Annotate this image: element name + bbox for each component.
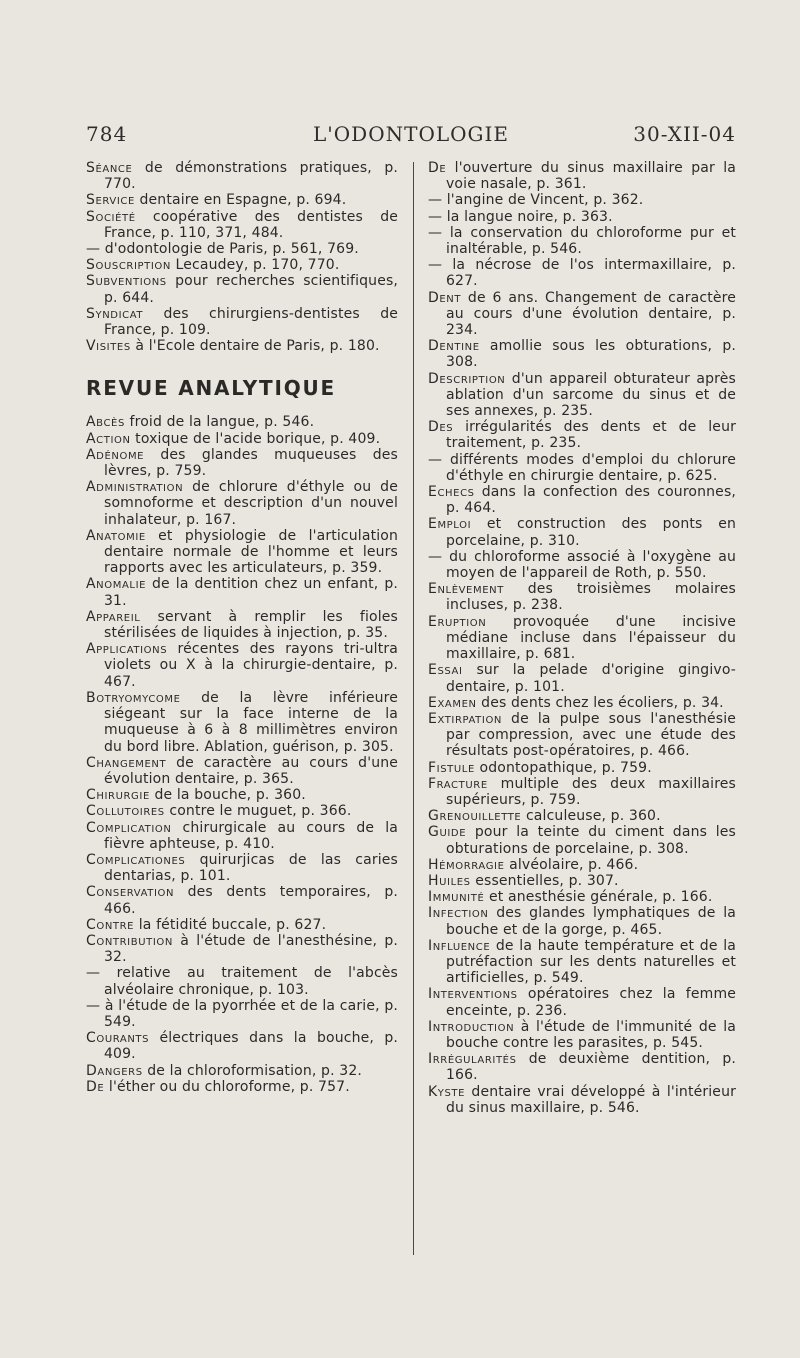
index-entry: [428, 1019, 736, 1051]
index-entry: [428, 889, 736, 905]
entry-text: l'ouverture du sinus maxillaire par la voie nasale, p. 361.: [446, 160, 736, 193]
entry-keyword: Visites: [86, 338, 131, 355]
entry-text: la fétidité buccale, p. 627.: [134, 916, 327, 933]
entry-keyword: Adénome: [86, 446, 145, 463]
entry-keyword: Action: [86, 430, 131, 447]
index-entry: [428, 662, 736, 694]
index-entry: [428, 857, 736, 873]
entry-keyword: De: [428, 160, 447, 176]
index-entry: [86, 609, 398, 641]
entry-text: dans la confection des couronnes, p. 464.: [446, 484, 736, 517]
entry-text: dentaire en Espagne, p. 694.: [134, 192, 347, 209]
entry-text: d'un appareil obturateur après ablation d'un sarcome du sinus et de ses annexes, p. 235.: [446, 370, 736, 420]
index-entry: [86, 803, 398, 819]
entry-keyword: Dentine: [428, 338, 480, 355]
entry-text: opératoires chez la femme enceinte, p. 236.: [446, 986, 736, 1019]
index-entry: [428, 192, 736, 208]
entry-text: amollie sous les obturations, p. 308.: [446, 338, 736, 371]
page-number: 784: [86, 122, 128, 146]
entry-keyword: Botryomycome: [86, 689, 181, 706]
index-entry: [86, 755, 398, 787]
index-entry: [86, 479, 398, 528]
entry-text: froid de la langue, p. 546.: [124, 414, 315, 431]
entry-keyword: Chirurgie: [86, 787, 150, 804]
entry-keyword: Contribution: [86, 932, 173, 949]
entry-text: — du chloroforme associé à l'oxygène au moyen de l'appareil de Roth, p. 550.: [428, 548, 736, 582]
entry-keyword: Des: [428, 419, 454, 436]
entry-text: des glandes muqueuses des lèvres, p. 759.: [104, 446, 398, 480]
entry-text: coopérative des dentistes de France, p. 110, 371, 484.: [104, 208, 398, 241]
entry-keyword: Eruption: [428, 613, 487, 630]
index-entry: [86, 257, 398, 273]
index-entry: [428, 695, 736, 711]
index-entry: [86, 820, 398, 852]
index-entry: [428, 808, 736, 824]
entry-keyword: Grenouillette: [428, 808, 522, 825]
index-entry: [86, 431, 398, 447]
entry-keyword: Société: [86, 208, 136, 225]
issue-date: 30-XII-04: [633, 122, 736, 146]
entry-keyword: Irrégularités: [428, 1051, 517, 1068]
index-entry: [86, 884, 398, 916]
entry-text: pour recherches scientifiques, p. 644.: [104, 273, 398, 306]
index-entry: [86, 787, 398, 803]
running-header: [86, 122, 736, 152]
entry-keyword: Contre: [86, 916, 135, 933]
entry-text: récentes des rayons tri-ultra violets ou X à la chirurgie-dentaire, p. 467.: [104, 641, 398, 690]
entry-keyword: Dent: [428, 289, 462, 306]
right-column: [428, 160, 736, 1116]
entry-text: de la lèvre inférieure siégeant sur la face interne de la muqueuse à 6 à 8 millimètres environ du bord libre. Ablation, guérison, p. 305.: [104, 689, 398, 755]
index-entry: [86, 528, 398, 577]
entry-keyword: Applications: [86, 641, 168, 658]
index-entry: [86, 306, 398, 338]
index-entry: [428, 371, 736, 420]
column-divider: [413, 162, 414, 1255]
entry-keyword: Complication: [86, 819, 172, 836]
entry-text: à l'étude de l'anesthésine, p. 32.: [104, 932, 398, 966]
entry-keyword: Fracture: [428, 775, 488, 792]
entry-text: de la haute température et de la putréfaction sur les dents naturelles et artificielles, p. 549.: [446, 937, 736, 987]
entry-keyword: Extirpation: [428, 710, 502, 727]
index-entry: [428, 711, 736, 760]
entry-text: à l'Ecole dentaire de Paris, p. 180.: [130, 338, 380, 355]
entry-keyword: Essai: [428, 662, 463, 679]
entry-keyword: Souscription: [86, 257, 171, 274]
index-list-analytique: [86, 414, 398, 1095]
entry-text: dentaire vrai développé à l'intérieur du sinus maxillaire, p. 546.: [446, 1083, 736, 1116]
entry-text: — l'angine de Vincent, p. 362.: [428, 192, 644, 209]
index-entry: [428, 824, 736, 856]
index-entry: [428, 209, 736, 225]
entry-text: Lecaudey, p. 170, 770.: [170, 257, 340, 274]
index-entry: [86, 576, 398, 608]
entry-text: quirurjicas de las caries dentarias, p. 101.: [104, 851, 398, 885]
index-list-top: [86, 160, 398, 354]
entry-keyword: Conservation: [86, 884, 175, 901]
entry-text: sur la pelade d'origine gingivo-dentaire, p. 101.: [446, 662, 736, 695]
entry-keyword: Guide: [428, 824, 467, 841]
entry-text: chirurgicale au cours de la fièvre aphteuse, p. 410.: [104, 819, 398, 852]
index-entry: [86, 998, 398, 1030]
entry-keyword: Introduction: [428, 1018, 515, 1035]
entry-text: calculeuse, p. 360.: [521, 808, 661, 825]
index-entry: [86, 641, 398, 690]
entry-keyword: Emploi: [428, 516, 472, 533]
entry-keyword: Echecs: [428, 484, 475, 501]
index-entry: [428, 160, 736, 192]
entry-keyword: Interventions: [428, 986, 518, 1003]
left-column: [86, 160, 398, 1095]
entry-text: l'éther ou du chloroforme, p. 757.: [104, 1078, 350, 1095]
entry-text: et construction des ponts en porcelaine, p. 310.: [446, 516, 736, 549]
entry-keyword: Syndicat: [86, 305, 144, 322]
entry-text: toxique de l'acide borique, p. 409.: [130, 430, 381, 447]
entry-keyword: Kyste: [428, 1083, 466, 1100]
entry-text: de la dentition chez un enfant, p. 31.: [104, 576, 398, 609]
entry-text: provoquée d'une incisive médiane incluse dans l'épaisseur du maxillaire, p. 681.: [446, 613, 736, 663]
entry-text: de démonstrations pratiques, p. 770.: [104, 160, 398, 193]
entry-text: des troisièmes molaires incluses, p. 238.: [446, 581, 736, 614]
entry-text: des dents temporaires, p. 466.: [104, 884, 398, 917]
entry-keyword: Infection: [428, 905, 489, 922]
entry-keyword: Courants: [86, 1030, 150, 1047]
entry-text: de caractère au cours d'une évolution dentaire, p. 365.: [104, 754, 398, 787]
index-entry: [86, 1063, 398, 1079]
index-entry: [428, 776, 736, 808]
entry-keyword: Fistule: [428, 759, 475, 776]
index-entry: [86, 690, 398, 755]
entry-keyword: Complicationes: [86, 851, 186, 868]
entry-text: de 6 ans. Changement de caractère au cours d'une évolution dentaire, p. 234.: [446, 289, 736, 339]
index-entry: [86, 1030, 398, 1062]
index-entry: [428, 873, 736, 889]
entry-text: alvéolaire, p. 466.: [504, 856, 639, 873]
entry-keyword: Appareil: [86, 608, 141, 625]
entry-keyword: Immunité: [428, 889, 485, 906]
journal-title: L'ODONTOLOGIE: [313, 122, 509, 146]
entry-keyword: Enlèvement: [428, 581, 504, 598]
index-entry: [428, 905, 736, 937]
index-entry: [428, 760, 736, 776]
entry-keyword: Service: [86, 192, 135, 209]
index-entry: [86, 160, 398, 192]
index-list-right: [428, 160, 736, 1116]
index-entry: [86, 965, 398, 997]
index-entry: [428, 1051, 736, 1083]
entry-keyword: Collutoires: [86, 803, 165, 820]
entry-keyword: Subventions: [86, 273, 167, 290]
entry-text: — d'odontologie de Paris, p. 561, 769.: [86, 241, 359, 258]
entry-keyword: Dangers: [86, 1062, 143, 1079]
entry-keyword: Hémorragie: [428, 856, 505, 873]
index-entry: [428, 452, 736, 484]
entry-text: de chlorure d'éthyle ou de somnoforme et description d'un nouvel inhalateur, p. 167.: [104, 479, 398, 528]
index-entry: [428, 938, 736, 987]
entry-text: servant à remplir les fioles stérilisées de liquides à injection, p. 35.: [104, 608, 398, 642]
entry-keyword: Abcès: [86, 414, 125, 431]
entry-keyword: Influence: [428, 937, 491, 954]
index-entry: [86, 852, 398, 884]
index-entry: [428, 338, 736, 370]
index-entry: [86, 273, 398, 305]
index-entry: [428, 484, 736, 516]
entry-text: — différents modes d'emploi du chlorure d'éthyle en chirurgie dentaire, p. 625.: [428, 451, 736, 484]
entry-text: des dents chez les écoliers, p. 34.: [476, 694, 724, 711]
entry-text: odontopathique, p. 759.: [474, 759, 652, 776]
entry-keyword: De: [86, 1078, 105, 1095]
entry-text: irrégularités des dents et de leur traitement, p. 235.: [446, 419, 736, 452]
entry-keyword: Changement: [86, 754, 167, 771]
entry-text: de la chloroformisation, p. 32.: [142, 1062, 363, 1079]
entry-text: de deuxième dentition, p. 166.: [446, 1051, 736, 1084]
entry-text: et anesthésie générale, p. 166.: [484, 889, 713, 906]
index-entry: [86, 1079, 398, 1095]
entry-text: — la langue noire, p. 363.: [428, 208, 613, 225]
index-entry: [428, 290, 736, 339]
entry-keyword: Administration: [86, 479, 184, 496]
index-entry: [86, 192, 398, 208]
entry-text: — relative au traitement de l'abcès alvéolaire chronique, p. 103.: [86, 965, 398, 998]
entry-text: — à l'étude de la pyorrhée et de la carie, p. 549.: [86, 997, 398, 1030]
index-entry: [428, 614, 736, 663]
index-entry: [86, 447, 398, 479]
index-entry: [428, 549, 736, 581]
index-entry: [428, 419, 736, 451]
index-entry: [428, 516, 736, 548]
entry-keyword: Huiles: [428, 872, 471, 889]
entry-keyword: Description: [428, 370, 506, 387]
index-entry: [86, 414, 398, 430]
index-entry: [86, 241, 398, 257]
entry-text: et physiologie de l'articulation dentaire normale de l'homme et leurs rapports avec les articulateurs, p. 359.: [104, 527, 398, 577]
entry-keyword: Séance: [86, 160, 133, 176]
entry-text: essentielles, p. 307.: [470, 872, 619, 889]
entry-text: contre le muguet, p. 366.: [164, 803, 352, 820]
entry-text: électriques dans la bouche, p. 409.: [104, 1030, 398, 1063]
entry-text: — la nécrose de l'os intermaxillaire, p. 627.: [428, 257, 736, 290]
index-entry: [428, 986, 736, 1018]
entry-text: multiple des deux maxillaires supérieurs, p. 759.: [446, 775, 736, 808]
entry-keyword: Examen: [428, 694, 477, 711]
index-entry: [428, 225, 736, 257]
entry-text: de la pulpe sous l'anesthésie par compression, avec une étude des résultats post-opératoires, p. 466.: [446, 710, 736, 760]
entry-keyword: Anomalie: [86, 576, 147, 593]
index-entry: [86, 917, 398, 933]
index-entry: [86, 209, 398, 241]
index-entry: [86, 933, 398, 965]
entry-text: à l'étude de l'immunité de la bouche contre les parasites, p. 545.: [446, 1018, 736, 1051]
index-entry: [428, 1084, 736, 1116]
entry-text: de la bouche, p. 360.: [149, 787, 306, 804]
section-title: REVUE ANALYTIQUE: [86, 376, 337, 401]
entry-text: des chirurgiens-dentistes de France, p. 109.: [104, 305, 398, 339]
index-entry: [428, 257, 736, 289]
entry-text: des glandes lymphatiques de la bouche et de la gorge, p. 465.: [446, 905, 736, 938]
entry-keyword: Anatomie: [86, 527, 146, 544]
index-entry: [86, 338, 398, 354]
entry-text: pour la teinte du ciment dans les obturations de porcelaine, p. 308.: [446, 824, 736, 857]
index-entry: [428, 581, 736, 613]
entry-text: — la conservation du chloroforme pur et inaltérable, p. 546.: [428, 224, 736, 258]
